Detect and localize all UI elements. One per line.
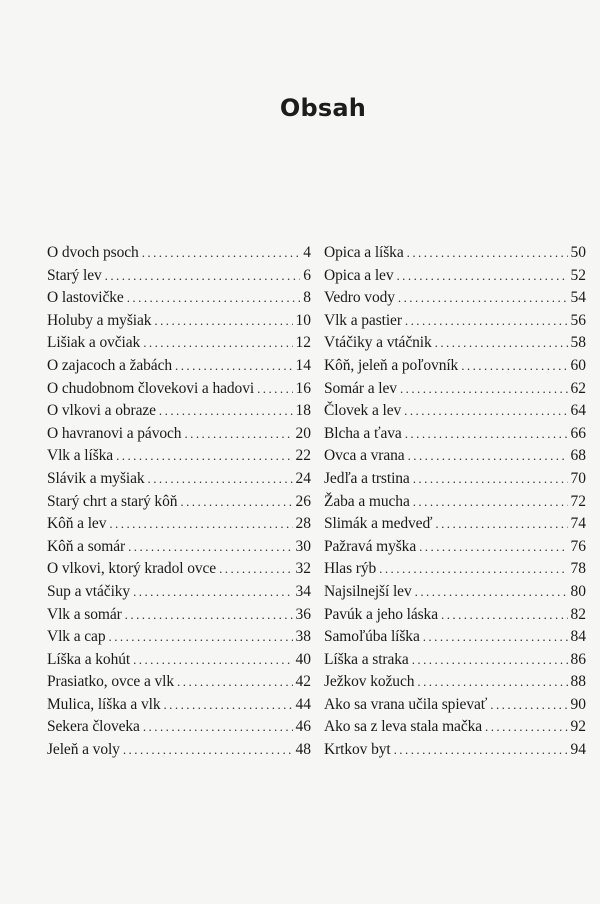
toc-entry: [47, 513, 311, 536]
toc-entry: [47, 265, 311, 288]
dot-leader: [257, 378, 292, 401]
toc-entry-title: O chudobnom človekovi a hadovi: [47, 379, 255, 397]
toc-entry-title: Jedľa a trstina: [324, 469, 410, 487]
toc-entry-page-number: 34: [295, 582, 311, 600]
toc-entry: [324, 694, 586, 717]
toc-entry: [47, 378, 311, 401]
toc-entry: [324, 626, 586, 649]
dot-leader: [413, 491, 568, 514]
dot-leader: [148, 468, 293, 491]
toc-entry-page-number: 38: [295, 628, 311, 646]
dot-leader: [485, 716, 567, 739]
toc-entry: [47, 581, 311, 604]
toc-entry: [47, 716, 311, 739]
toc-entry: [324, 671, 586, 694]
toc-entry-title: Jeleň a voly: [47, 741, 120, 759]
toc-entry-page-number: 92: [570, 718, 586, 736]
toc-entry-page-number: 58: [570, 334, 586, 352]
toc-entry: [324, 604, 586, 627]
toc-entry: [47, 694, 311, 717]
toc-entry: [47, 355, 311, 378]
toc-entry: [47, 558, 311, 581]
dot-leader: [423, 626, 568, 649]
toc-entry: [324, 423, 586, 446]
toc-entry-page-number: 68: [570, 447, 586, 465]
toc-entry-title: Vlk a somár: [47, 605, 122, 623]
dot-leader: [159, 400, 293, 423]
toc-entry: [324, 513, 586, 536]
toc-entry-title: Líška a kohút: [47, 650, 131, 668]
toc-entry: [47, 626, 311, 649]
toc-entry: [324, 491, 586, 514]
toc-entry-page-number: 12: [295, 334, 311, 352]
toc-entry-title: Mulica, líška a vlk: [47, 695, 161, 713]
toc-entry-title: Ježkov kožuch: [324, 673, 415, 691]
dot-leader: [413, 468, 568, 491]
toc-entry: [324, 265, 586, 288]
toc-entry-title: Vlk a cap: [47, 628, 106, 646]
toc-entry-title: Slimák a medveď: [324, 515, 433, 533]
toc-entry-title: Kôň a lev: [47, 515, 107, 533]
toc-entry-page-number: 88: [570, 673, 586, 691]
toc-entry-page-number: 40: [295, 650, 311, 668]
toc-entry-page-number: 10: [295, 311, 311, 329]
toc-entry-page-number: 6: [303, 266, 311, 284]
toc-entry: [324, 468, 586, 491]
toc-entry-page-number: 56: [570, 311, 586, 329]
toc-entry-title: Blcha a ťava: [324, 424, 402, 442]
dot-leader: [394, 739, 568, 762]
toc-entry-page-number: 4: [303, 244, 311, 261]
toc-entry: [324, 649, 586, 672]
toc-entry: [47, 287, 311, 310]
toc-entry-title: Prasiatko, ovce a vlk: [47, 673, 175, 691]
toc-entry-title: Ovca a vrana: [324, 447, 405, 465]
toc-entry-title: Opica a lev: [324, 266, 394, 284]
toc-entry: [47, 468, 311, 491]
dot-leader: [127, 287, 301, 310]
toc-entry-title: Ako sa z leva stala mačka: [324, 718, 483, 736]
dot-leader: [143, 332, 292, 355]
dot-leader: [400, 378, 568, 401]
toc-entry-title: Kôň, jeleň a poľovník: [324, 356, 459, 374]
toc-entry: [47, 649, 311, 672]
dot-leader: [219, 558, 292, 581]
dot-leader: [404, 400, 567, 423]
dot-leader: [133, 649, 292, 672]
dot-leader: [175, 355, 292, 378]
toc-entry-page-number: 18: [295, 402, 311, 420]
toc-entry-title: Slávik a myšiak: [47, 469, 145, 487]
dot-leader: [105, 265, 301, 288]
toc-entry: [47, 310, 311, 333]
toc-entry-page-number: 70: [570, 469, 586, 487]
toc-entry-page-number: 24: [295, 469, 311, 487]
dot-leader: [163, 694, 292, 717]
toc-entry-title: Holuby a myšiak: [47, 311, 152, 329]
dot-leader: [435, 332, 568, 355]
toc-entry-page-number: 22: [295, 447, 311, 465]
toc-entry: [47, 423, 311, 446]
toc-entry-title: Starý chrt a starý kôň: [47, 492, 178, 510]
toc-entry-title: Vedro vody: [324, 289, 395, 307]
dot-leader: [419, 536, 567, 559]
dot-leader: [180, 491, 292, 514]
toc-entry-page-number: 78: [570, 560, 586, 578]
toc-entry-title: O lastovičke: [47, 289, 124, 307]
toc-entry-title: Žaba a mucha: [324, 492, 410, 510]
toc-entry: [324, 716, 586, 739]
toc-entry-page-number: 74: [570, 515, 586, 533]
toc-entry-title: Líška a straka: [324, 650, 409, 668]
toc-entry-page-number: 64: [570, 402, 586, 420]
toc-entry-page-number: 76: [570, 537, 586, 555]
dot-leader: [408, 445, 568, 468]
toc-entry: [47, 400, 311, 423]
toc-entry-page-number: 16: [295, 379, 311, 397]
toc-entry-title: Kôň a somár: [47, 537, 126, 555]
toc-entry: [324, 536, 586, 559]
toc-entry-page-number: 42: [295, 673, 311, 691]
toc-entry: [324, 739, 586, 762]
toc-entry-page-number: 60: [570, 356, 586, 374]
toc-entry: [47, 242, 311, 265]
toc-entry-page-number: 30: [295, 537, 311, 555]
toc-entry-title: Hlas rýb: [324, 560, 377, 578]
toc-entry: [324, 242, 586, 265]
toc-entry: [324, 378, 586, 401]
toc-entry-title: Pažravá myška: [324, 537, 417, 555]
toc-entry-title: Sup a vtáčiky: [47, 582, 131, 600]
toc-entry-page-number: 62: [570, 379, 586, 397]
toc-entry-page-number: 20: [295, 424, 311, 442]
toc-entry: [47, 671, 311, 694]
toc-entry-title: Somár a lev: [324, 379, 397, 397]
toc-entry: [47, 445, 311, 468]
toc-entry-title: Pavúk a jeho láska: [324, 605, 438, 623]
toc-column-left: [47, 242, 311, 762]
dot-leader: [125, 604, 293, 627]
toc-column-right: [324, 242, 586, 762]
dot-leader: [123, 739, 293, 762]
toc-entry-page-number: 44: [295, 695, 311, 713]
dot-leader: [109, 626, 293, 649]
dot-leader: [490, 694, 567, 717]
dot-leader: [379, 558, 567, 581]
toc-entry-page-number: 82: [570, 605, 586, 623]
toc-entry-page-number: 72: [570, 492, 586, 510]
dot-leader: [143, 716, 293, 739]
toc-entry-page-number: 14: [295, 356, 311, 374]
toc-entry-title: Opica a líška: [324, 244, 404, 261]
toc-entry-page-number: 8: [303, 289, 311, 307]
toc-entry: [324, 287, 586, 310]
dot-leader: [109, 513, 292, 536]
toc-entry-title: Najsilnejší lev: [324, 582, 412, 600]
toc-entry-page-number: 48: [295, 741, 311, 759]
toc-entry: [324, 355, 586, 378]
toc-entry-page-number: 28: [295, 515, 311, 533]
toc-entry-page-number: 90: [570, 695, 586, 713]
toc-entry: [47, 604, 311, 627]
dot-leader: [133, 581, 292, 604]
toc-entry-title: O vlkovi a obraze: [47, 402, 156, 420]
toc-entry-page-number: 36: [295, 605, 311, 623]
dot-leader: [177, 671, 292, 694]
toc-entry-page-number: 66: [570, 424, 586, 442]
toc-entry: [324, 400, 586, 423]
dot-leader: [417, 671, 567, 694]
toc-entry-title: O dvoch psoch: [47, 244, 139, 261]
dot-leader: [154, 310, 292, 333]
dot-leader: [405, 310, 568, 333]
toc-entry-title: Ako sa vrana učila spievať: [324, 695, 488, 713]
toc-entry-page-number: 86: [570, 650, 586, 668]
toc-entry-page-number: 80: [570, 582, 586, 600]
dot-leader: [441, 604, 568, 627]
dot-leader: [461, 355, 567, 378]
dot-leader: [142, 242, 301, 265]
toc-entry-title: Vtáčiky a vtáčnik: [324, 334, 432, 352]
toc-entry-title: Samoľúba líška: [324, 628, 420, 646]
toc-entry-page-number: 84: [570, 628, 586, 646]
toc-entry-title: Človek a lev: [324, 402, 402, 420]
dot-leader: [415, 581, 568, 604]
toc-entry-title: Vlk a pastier: [324, 311, 402, 329]
toc-entry: [324, 332, 586, 355]
toc-entry-title: Sekera človeka: [47, 718, 140, 736]
toc-entry: [47, 491, 311, 514]
toc-entry: [324, 445, 586, 468]
toc-entry-title: Vlk a líška: [47, 447, 114, 465]
dot-leader: [396, 265, 567, 288]
toc-entry-title: Krtkov byt: [324, 741, 391, 759]
toc-entry-page-number: 94: [570, 741, 586, 759]
dot-leader: [405, 423, 568, 446]
dot-leader: [184, 423, 292, 446]
dot-leader: [128, 536, 292, 559]
toc-entry-page-number: 32: [295, 560, 311, 578]
dot-leader: [398, 287, 568, 310]
toc-entry-page-number: 50: [570, 244, 586, 261]
toc-entry-page-number: 52: [570, 266, 586, 284]
toc-entry-page-number: 26: [295, 492, 311, 510]
toc-entry-title: Starý lev: [47, 266, 102, 284]
toc-entry: [47, 536, 311, 559]
toc-entry: [47, 739, 311, 762]
toc-entry-page-number: 46: [295, 718, 311, 736]
toc-entry: [324, 581, 586, 604]
toc-entry: [324, 310, 586, 333]
toc-entry: [47, 332, 311, 355]
toc-entry-title: Lišiak a ovčiak: [47, 334, 141, 352]
toc-entry-page-number: 54: [570, 289, 586, 307]
page-title: Obsah: [279, 94, 367, 123]
dot-leader: [435, 513, 567, 536]
toc-entry-title: O vlkovi, ktorý kradol ovce: [47, 560, 217, 578]
toc-entry: [324, 558, 586, 581]
toc-entry-title: O zajacoch a žabách: [47, 356, 173, 374]
dot-leader: [407, 242, 568, 265]
dot-leader: [116, 445, 292, 468]
dot-leader: [412, 649, 568, 672]
toc-entry-title: O havranovi a pávoch: [47, 424, 182, 442]
